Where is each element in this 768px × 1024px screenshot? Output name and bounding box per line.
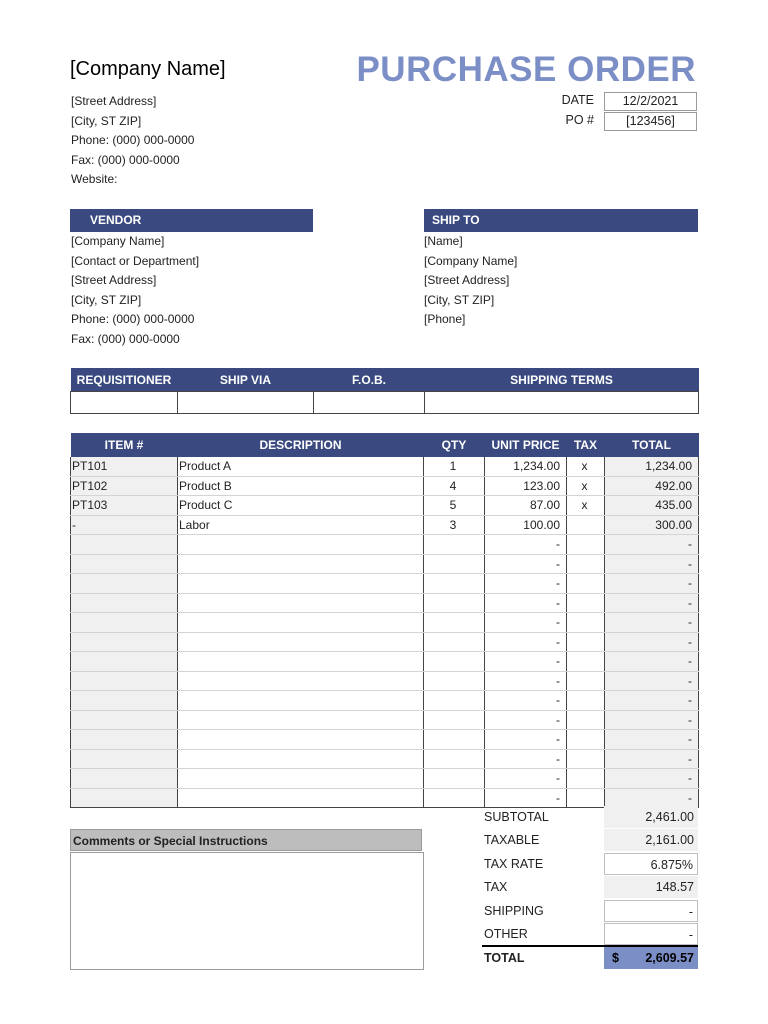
description-cell[interactable] xyxy=(178,535,424,555)
date-label: DATE xyxy=(561,93,594,107)
unit-price-cell[interactable]: - xyxy=(485,691,567,711)
item-number-cell[interactable] xyxy=(71,730,178,750)
qty-cell[interactable] xyxy=(424,574,485,594)
line-total-cell: - xyxy=(605,691,699,711)
vendor-line[interactable]: Fax: (000) 000-0000 xyxy=(71,331,180,346)
line-total-cell: - xyxy=(605,632,699,652)
unit-price-cell[interactable]: - xyxy=(485,710,567,730)
unit-price-header: UNIT PRICE xyxy=(485,433,567,457)
qty-cell[interactable] xyxy=(424,535,485,555)
tax-cell[interactable] xyxy=(567,788,605,808)
requisitioner-header: REQUISITIONER xyxy=(71,368,178,392)
unit-price-cell[interactable]: - xyxy=(485,632,567,652)
table-row xyxy=(71,457,699,476)
table-row xyxy=(71,652,699,672)
tax-cell[interactable]: x xyxy=(567,496,605,516)
requisitioner-field[interactable] xyxy=(71,392,178,414)
item-number-cell[interactable] xyxy=(71,691,178,711)
qty-cell[interactable] xyxy=(424,788,485,808)
table-row xyxy=(71,710,699,730)
qty-cell[interactable] xyxy=(424,652,485,672)
vendor-line[interactable]: [Street Address] xyxy=(71,273,157,287)
company-address-line: [Street Address] xyxy=(71,94,157,108)
line-total-cell: - xyxy=(605,613,699,633)
other-field[interactable]: - xyxy=(604,923,698,945)
shipping-field[interactable]: - xyxy=(604,900,698,922)
ship-to-header: SHIP TO xyxy=(424,209,698,232)
tax-cell[interactable] xyxy=(567,613,605,633)
table-row xyxy=(71,593,699,613)
tax-cell[interactable] xyxy=(567,691,605,711)
qty-cell[interactable] xyxy=(424,554,485,574)
item-number-cell[interactable] xyxy=(71,769,178,789)
qty-cell[interactable] xyxy=(424,769,485,789)
unit-price-cell[interactable]: - xyxy=(485,554,567,574)
line-total-cell: - xyxy=(605,730,699,750)
line-total-cell: - xyxy=(605,788,699,808)
qty-cell[interactable]: 4 xyxy=(424,476,485,496)
table-row xyxy=(71,476,699,496)
tax-cell[interactable] xyxy=(567,515,605,535)
grand-total-amount: 2,609.57 xyxy=(645,951,694,965)
description-cell[interactable] xyxy=(178,788,424,808)
description-cell[interactable] xyxy=(178,593,424,613)
description-cell[interactable] xyxy=(178,769,424,789)
tax-cell[interactable] xyxy=(567,574,605,594)
subtotal-value: 2,461.00 xyxy=(604,806,698,828)
qty-cell[interactable] xyxy=(424,632,485,652)
item-number-cell[interactable]: PT101 xyxy=(71,457,178,476)
table-row xyxy=(71,730,699,750)
document-title: PURCHASE ORDER xyxy=(356,50,696,89)
line-total-cell: - xyxy=(605,574,699,594)
item-number-cell[interactable]: PT102 xyxy=(71,476,178,496)
description-cell[interactable] xyxy=(178,671,424,691)
item-number-cell[interactable] xyxy=(71,593,178,613)
comments-header: Comments or Special Instructions xyxy=(70,829,422,851)
description-cell[interactable] xyxy=(178,632,424,652)
unit-price-cell[interactable]: - xyxy=(485,652,567,672)
tax-cell[interactable] xyxy=(567,671,605,691)
qty-cell[interactable] xyxy=(424,593,485,613)
total-header: TOTAL xyxy=(605,433,699,457)
item-number-cell[interactable] xyxy=(71,788,178,808)
total-label: TOTAL xyxy=(484,951,525,965)
line-total-cell: - xyxy=(605,749,699,769)
qty-cell[interactable]: 3 xyxy=(424,515,485,535)
line-total-cell: 300.00 xyxy=(605,515,699,535)
description-cell[interactable]: Labor xyxy=(178,515,424,535)
qty-cell[interactable] xyxy=(424,691,485,711)
ship-via-field[interactable] xyxy=(178,392,314,414)
item-number-cell[interactable] xyxy=(71,632,178,652)
table-row xyxy=(71,554,699,574)
line-total-cell: - xyxy=(605,554,699,574)
fob-field[interactable] xyxy=(314,392,425,414)
item-number-cell[interactable] xyxy=(71,613,178,633)
line-total-cell: - xyxy=(605,652,699,672)
item-number-cell[interactable]: - xyxy=(71,515,178,535)
qty-cell[interactable] xyxy=(424,613,485,633)
line-total-cell: 1,234.00 xyxy=(605,457,699,476)
tax-cell[interactable] xyxy=(567,554,605,574)
shipping-terms-header: SHIPPING TERMS xyxy=(425,368,699,392)
company-website: Website: xyxy=(71,172,118,186)
unit-price-cell[interactable]: 100.00 xyxy=(485,515,567,535)
unit-price-cell[interactable]: - xyxy=(485,593,567,613)
qty-cell[interactable]: 5 xyxy=(424,496,485,516)
tax-header: TAX xyxy=(567,433,605,457)
vendor-header: VENDOR xyxy=(70,209,313,232)
item-number-cell[interactable] xyxy=(71,652,178,672)
line-items-table xyxy=(70,433,699,808)
taxable-value: 2,161.00 xyxy=(604,829,698,851)
table-row xyxy=(71,535,699,555)
table-row xyxy=(71,788,699,808)
item-number-header: ITEM # xyxy=(71,433,178,457)
unit-price-cell[interactable]: 123.00 xyxy=(485,476,567,496)
unit-price-cell[interactable]: - xyxy=(485,574,567,594)
tax-cell[interactable]: x xyxy=(567,476,605,496)
grand-total-value xyxy=(604,947,698,969)
tax-label: TAX xyxy=(484,880,508,894)
item-number-cell[interactable] xyxy=(71,749,178,769)
shipping-label: SHIPPING xyxy=(484,904,544,918)
taxable-label: TAXABLE xyxy=(484,833,540,847)
tax-cell[interactable]: x xyxy=(567,457,605,476)
requisition-table xyxy=(70,368,699,414)
line-total-cell: 435.00 xyxy=(605,496,699,516)
item-number-cell[interactable] xyxy=(71,710,178,730)
table-row xyxy=(71,515,699,535)
item-number-cell[interactable] xyxy=(71,574,178,594)
shipping-terms-field[interactable] xyxy=(425,392,699,414)
ship-to-line[interactable]: [Company Name] xyxy=(424,253,518,268)
vendor-line[interactable]: [City, ST ZIP] xyxy=(71,292,142,307)
unit-price-cell[interactable]: - xyxy=(485,769,567,789)
ship-to-block xyxy=(424,232,517,330)
ship-to-line[interactable]: [City, ST ZIP] xyxy=(424,292,495,307)
ship-to-line[interactable]: [Street Address] xyxy=(424,273,510,287)
item-number-cell[interactable] xyxy=(71,671,178,691)
tax-cell[interactable] xyxy=(567,593,605,613)
subtotal-label: SUBTOTAL xyxy=(484,810,549,824)
company-fax: Fax: (000) 000-0000 xyxy=(71,152,180,167)
description-cell[interactable] xyxy=(178,710,424,730)
description-cell[interactable]: Product C xyxy=(178,496,424,516)
description-cell[interactable] xyxy=(178,652,424,672)
comments-field[interactable] xyxy=(70,852,424,970)
vendor-line[interactable]: [Contact or Department] xyxy=(71,253,200,268)
qty-cell[interactable] xyxy=(424,730,485,750)
description-cell[interactable] xyxy=(178,554,424,574)
line-total-cell: - xyxy=(605,593,699,613)
ship-via-header: SHIP VIA xyxy=(178,368,314,392)
tax-cell[interactable] xyxy=(567,769,605,789)
description-cell[interactable] xyxy=(178,574,424,594)
po-number-field[interactable]: [123456] xyxy=(604,112,697,131)
table-row xyxy=(71,632,699,652)
unit-price-cell[interactable]: - xyxy=(485,788,567,808)
tax-cell[interactable] xyxy=(567,730,605,750)
qty-cell[interactable] xyxy=(424,671,485,691)
table-row xyxy=(71,749,699,769)
table-row xyxy=(71,691,699,711)
unit-price-cell[interactable]: - xyxy=(485,671,567,691)
description-cell[interactable] xyxy=(178,691,424,711)
unit-price-cell[interactable]: 87.00 xyxy=(485,496,567,516)
table-row xyxy=(71,671,699,691)
qty-cell[interactable]: 1 xyxy=(424,457,485,476)
ship-to-line[interactable]: [Phone] xyxy=(424,312,466,326)
date-field[interactable]: 12/2/2021 xyxy=(604,92,697,111)
table-row xyxy=(71,574,699,594)
tax-cell[interactable] xyxy=(567,652,605,672)
vendor-block xyxy=(71,232,199,349)
description-cell[interactable]: Product A xyxy=(178,457,424,476)
currency-symbol: $ xyxy=(612,951,619,965)
description-cell[interactable] xyxy=(178,613,424,633)
table-row xyxy=(71,613,699,633)
tax-cell[interactable] xyxy=(567,749,605,769)
unit-price-cell[interactable]: - xyxy=(485,730,567,750)
tax-cell[interactable] xyxy=(567,710,605,730)
table-row xyxy=(71,496,699,516)
line-total-cell: - xyxy=(605,710,699,730)
fob-header: F.O.B. xyxy=(314,368,425,392)
qty-cell[interactable] xyxy=(424,749,485,769)
vendor-line[interactable]: Phone: (000) 000-0000 xyxy=(71,312,195,326)
unit-price-cell[interactable]: 1,234.00 xyxy=(485,457,567,476)
item-number-cell[interactable] xyxy=(71,554,178,574)
item-number-cell[interactable] xyxy=(71,535,178,555)
other-label: OTHER xyxy=(484,927,528,941)
vendor-line[interactable]: [Company Name] xyxy=(71,234,165,248)
qty-cell[interactable] xyxy=(424,710,485,730)
line-total-cell: - xyxy=(605,671,699,691)
tax-rate-label: TAX RATE xyxy=(484,857,544,871)
company-address-block xyxy=(71,92,194,190)
company-phone: Phone: (000) 000-0000 xyxy=(71,133,195,147)
company-address-line: [City, ST ZIP] xyxy=(71,113,142,128)
line-total-cell: - xyxy=(605,535,699,555)
unit-price-cell[interactable]: - xyxy=(485,613,567,633)
company-name: [Company Name] xyxy=(70,58,226,80)
unit-price-cell[interactable]: - xyxy=(485,749,567,769)
tax-cell[interactable] xyxy=(567,535,605,555)
description-cell[interactable]: Product B xyxy=(178,476,424,496)
description-cell[interactable] xyxy=(178,730,424,750)
po-number-label: PO # xyxy=(565,113,594,127)
description-header: DESCRIPTION xyxy=(178,433,424,457)
line-total-cell: - xyxy=(605,769,699,789)
item-number-cell[interactable]: PT103 xyxy=(71,496,178,516)
table-row xyxy=(71,769,699,789)
description-cell[interactable] xyxy=(178,749,424,769)
line-total-cell: 492.00 xyxy=(605,476,699,496)
unit-price-cell[interactable]: - xyxy=(485,535,567,555)
tax-rate-field[interactable]: 6.875% xyxy=(604,853,698,875)
ship-to-line[interactable]: [Name] xyxy=(424,234,463,248)
tax-cell[interactable] xyxy=(567,632,605,652)
qty-header: QTY xyxy=(424,433,485,457)
tax-value: 148.57 xyxy=(604,876,698,898)
